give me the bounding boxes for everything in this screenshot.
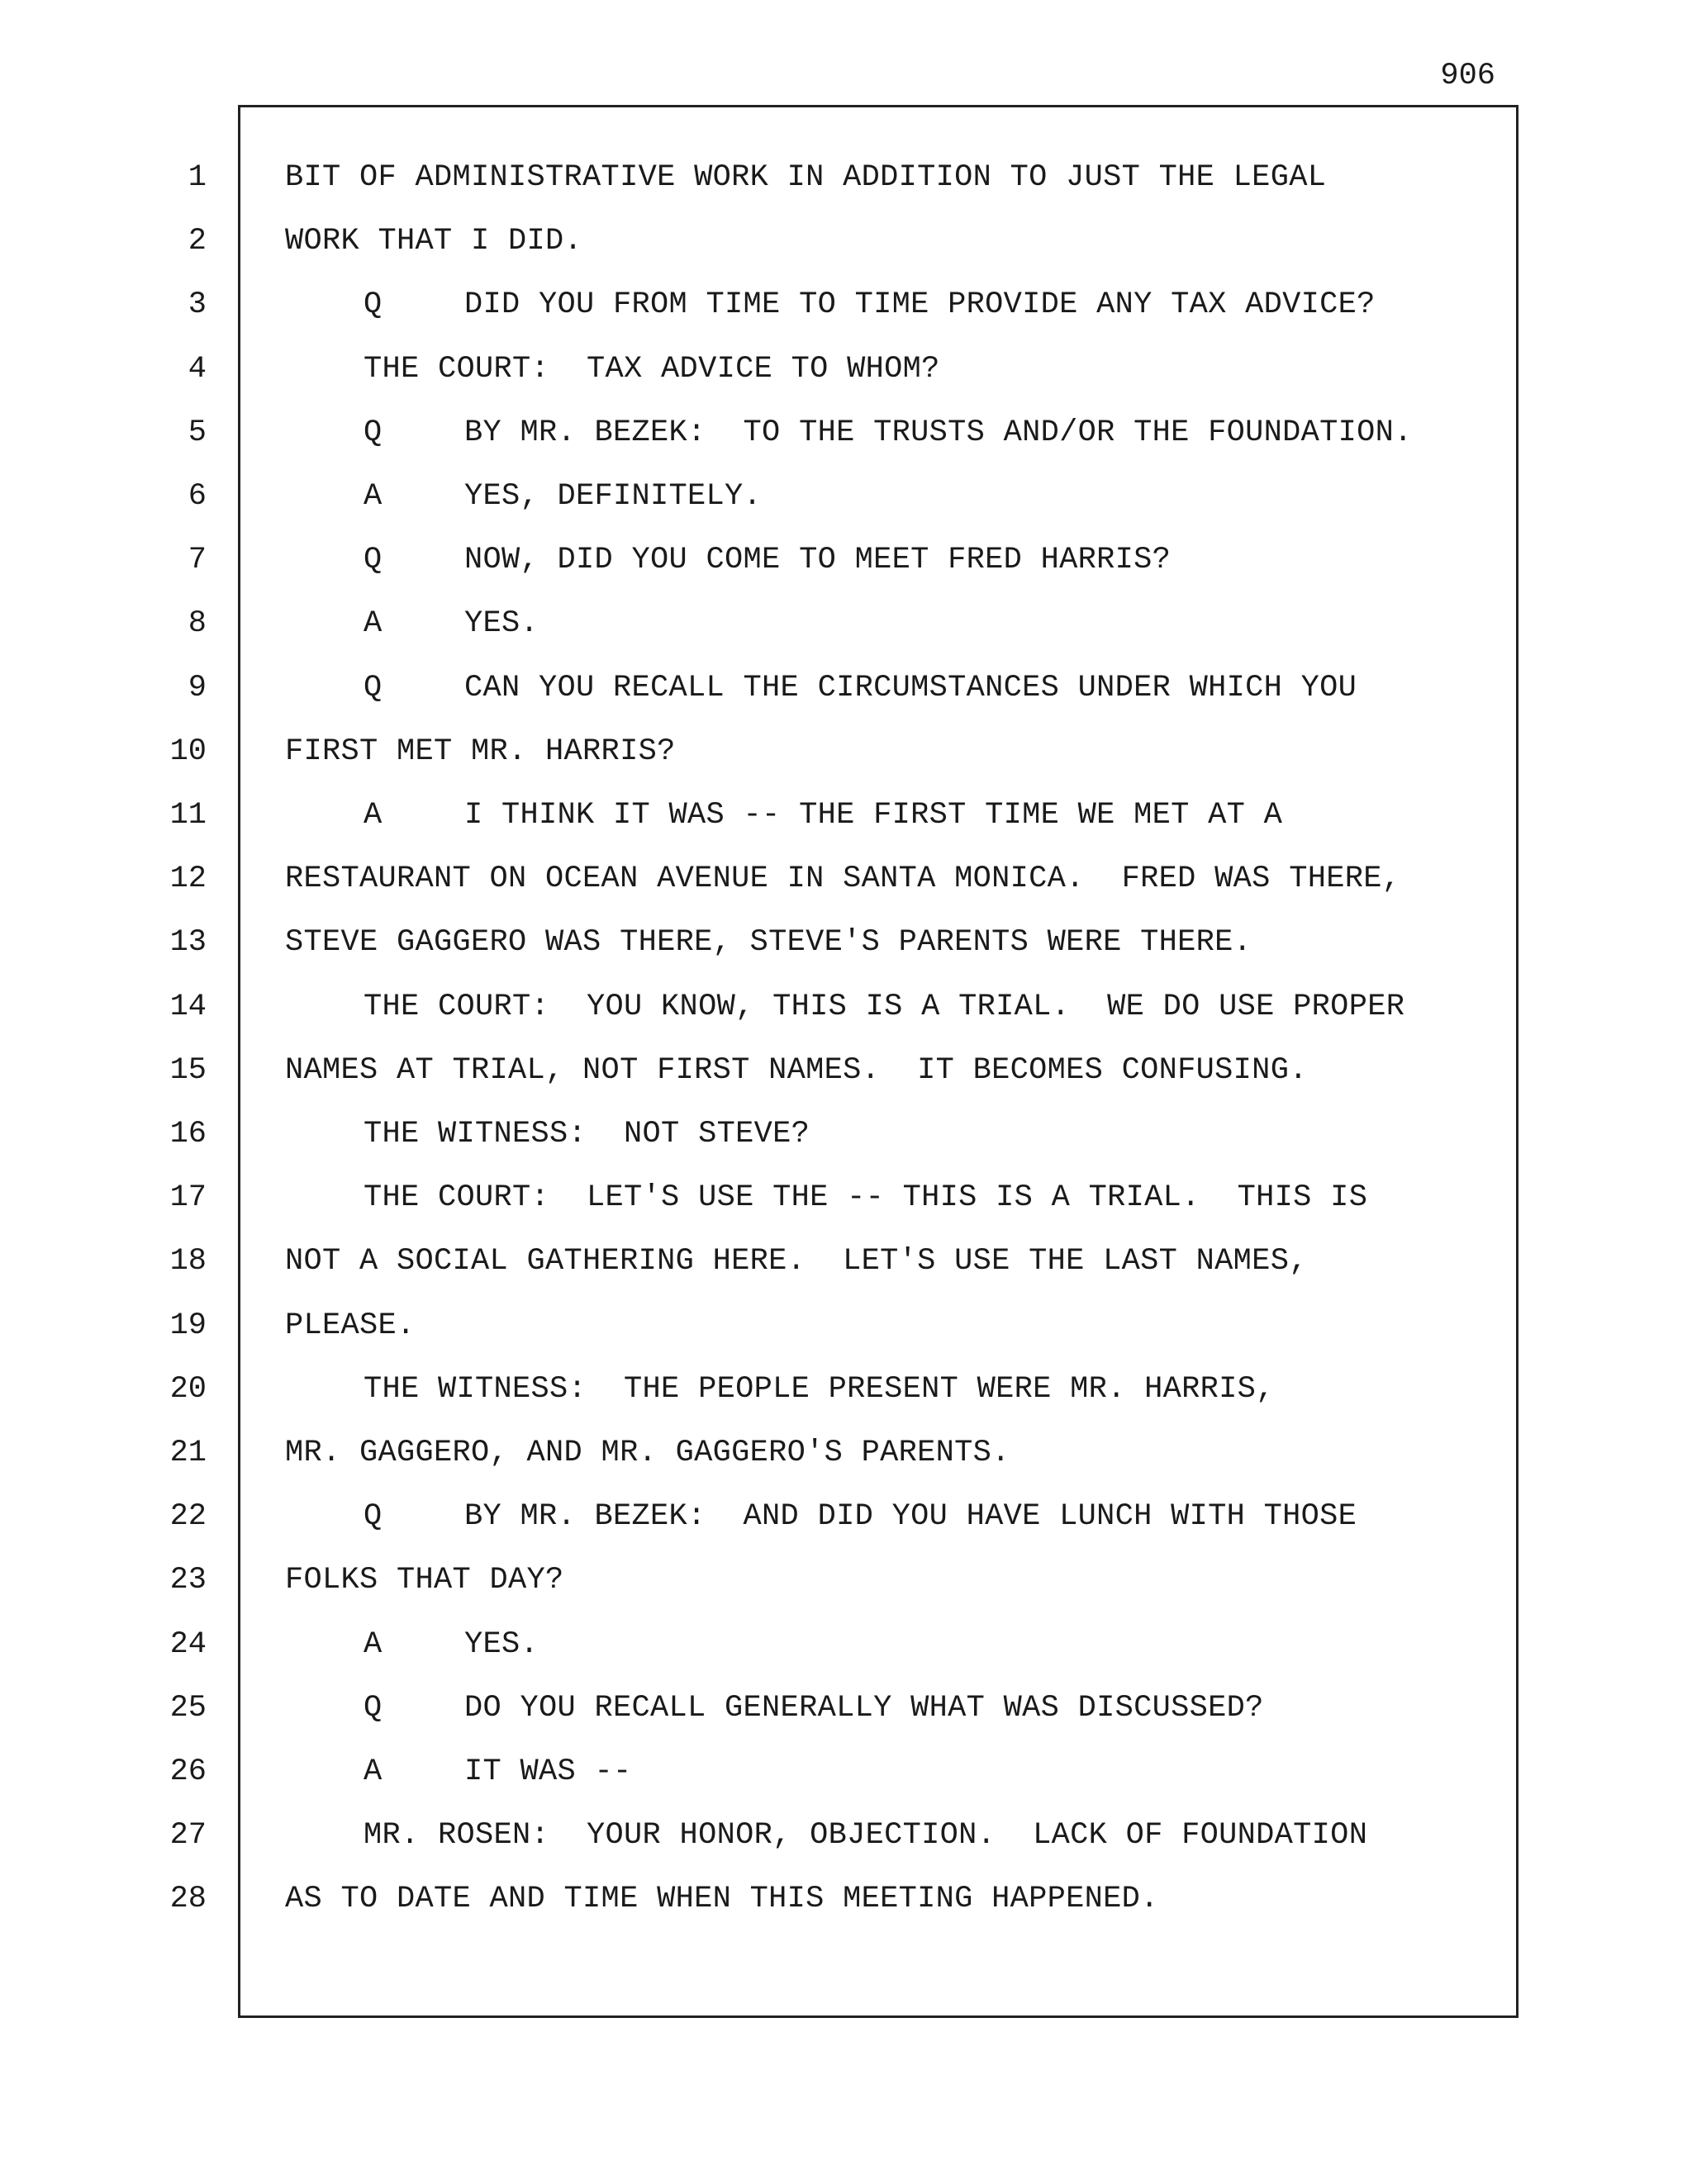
speaker-label: A [364,479,383,514]
line-text: NAMES AT TRIAL, NOT FIRST NAMES. IT BECOMES CONFUSING. [285,1053,1308,1088]
line-text: THE WITNESS: NOT STEVE? [364,1117,810,1151]
line-number: 23 [169,1563,207,1598]
line-text: BY MR. BEZEK: TO THE TRUSTS AND/OR THE FOUNDATION. [464,415,1413,450]
speaker-label: Q [364,543,383,577]
transcript-line [364,1119,810,1150]
line-number: 15 [169,1053,207,1088]
transcript-line [285,1438,1010,1469]
line-text: BY MR. BEZEK: AND DID YOU HAVE LUNCH WITH THOSE [464,1499,1357,1534]
transcript-line [285,226,582,257]
transcript-line [364,1693,1264,1724]
line-text: IT WAS -- [464,1754,632,1789]
line-number: 5 [188,415,207,450]
line-number: 11 [169,798,207,833]
line-number: 7 [188,543,207,577]
line-number: 22 [169,1499,207,1534]
speaker-label: Q [364,287,383,322]
transcript-line [285,734,676,769]
line-text: NOT A SOCIAL GATHERING HERE. LET'S USE THE LAST NAMES, [285,1244,1308,1279]
line-number: 8 [188,606,207,641]
transcript-line [285,864,1400,895]
line-number: 1 [188,160,207,195]
line-text: RESTAURANT ON OCEAN AVENUE IN SANTA MONICA. FRED WAS THERE, [285,862,1401,896]
line-number: 20 [169,1372,207,1407]
speaker-label: Q [364,1499,383,1534]
line-text: THE WITNESS: THE PEOPLE PRESENT WERE MR. HARRIS, [364,1372,1275,1407]
page-number: 906 [1440,59,1495,93]
transcript-line [364,1627,539,1662]
line-text: THE COURT: YOU KNOW, THIS IS A TRIAL. WE DO USE PROPER [364,990,1405,1024]
line-text: YES, DEFINITELY. [464,479,763,514]
speaker-label: A [364,606,383,641]
speaker-label: Q [364,671,383,705]
line-number: 3 [188,287,207,322]
line-number: 24 [169,1627,207,1662]
transcript-line [285,160,1327,195]
transcript-line [364,673,1357,704]
line-text: THE COURT: LET'S USE THE -- THIS IS A TRIAL. THIS IS [364,1180,1368,1215]
transcript-line [364,479,763,514]
line-number: 18 [169,1244,207,1279]
line-text: NOW, DID YOU COME TO MEET FRED HARRIS? [464,543,1172,577]
speaker-label: A [364,1754,383,1789]
line-text: I THINK IT WAS -- THE FIRST TIME WE MET AT A [464,798,1283,833]
line-number: 16 [169,1117,207,1151]
transcript-line [364,800,1282,831]
line-text: YES. [464,1627,539,1662]
transcript-line [364,1754,632,1789]
transcript-line [364,354,940,385]
line-number: 9 [188,671,207,705]
line-number: 19 [169,1308,207,1343]
line-number: 14 [169,990,207,1024]
line-text: MR. ROSEN: YOUR HONOR, OBJECTION. LACK OF FOUNDATION [364,1818,1368,1853]
transcript-line [364,545,1171,576]
transcript-line [285,1246,1308,1277]
transcript-line [364,1818,1368,1853]
line-number: 26 [169,1754,207,1789]
line-text: STEVE GAGGERO WAS THERE, STEVE'S PARENTS WERE THERE. [285,925,1252,960]
line-number: 21 [169,1436,207,1470]
line-number: 4 [188,352,207,387]
line-text: THE COURT: TAX ADVICE TO WHOM? [364,352,940,387]
transcript-line [364,606,539,641]
line-number: 28 [169,1882,207,1916]
transcript-line [285,1308,416,1343]
line-number: 12 [169,862,207,896]
transcript-line [285,1565,564,1596]
line-text: DO YOU RECALL GENERALLY WHAT WAS DISCUSSED? [464,1691,1264,1726]
line-number: 6 [188,479,207,514]
line-text: AS TO DATE AND TIME WHEN THIS MEETING HAPPENED. [285,1882,1159,1916]
speaker-label: Q [364,415,383,450]
speaker-label: Q [364,1691,383,1726]
line-number: 10 [169,734,207,769]
line-text: FOLKS THAT DAY? [285,1563,564,1598]
transcript-line [285,1053,1308,1088]
line-number: 25 [169,1691,207,1726]
transcript-line [285,925,1252,960]
line-text: FIRST MET MR. HARRIS? [285,734,676,769]
line-text: YES. [464,606,539,641]
transcript-line [364,287,1376,322]
transcript-line [285,1884,1159,1915]
line-text: BIT OF ADMINISTRATIVE WORK IN ADDITION TO JUST THE LEGAL [285,160,1327,195]
speaker-label: A [364,798,383,833]
line-text: CAN YOU RECALL THE CIRCUMSTANCES UNDER WHICH YOU [464,671,1357,705]
line-text: PLEASE. [285,1308,416,1343]
transcript-line [364,415,1413,450]
line-text: MR. GAGGERO, AND MR. GAGGERO'S PARENTS. [285,1436,1010,1470]
line-number: 13 [169,925,207,960]
line-number: 17 [169,1180,207,1215]
transcript-line [364,1374,1275,1405]
line-text: DID YOU FROM TIME TO TIME PROVIDE ANY TAX ADVICE? [464,287,1376,322]
line-number: 2 [188,224,207,259]
speaker-label: A [364,1627,383,1662]
transcript-line [364,1499,1357,1534]
line-number: 27 [169,1818,207,1853]
transcript-line [364,992,1404,1023]
transcript-line [364,1180,1368,1215]
line-text: WORK THAT I DID. [285,224,583,259]
